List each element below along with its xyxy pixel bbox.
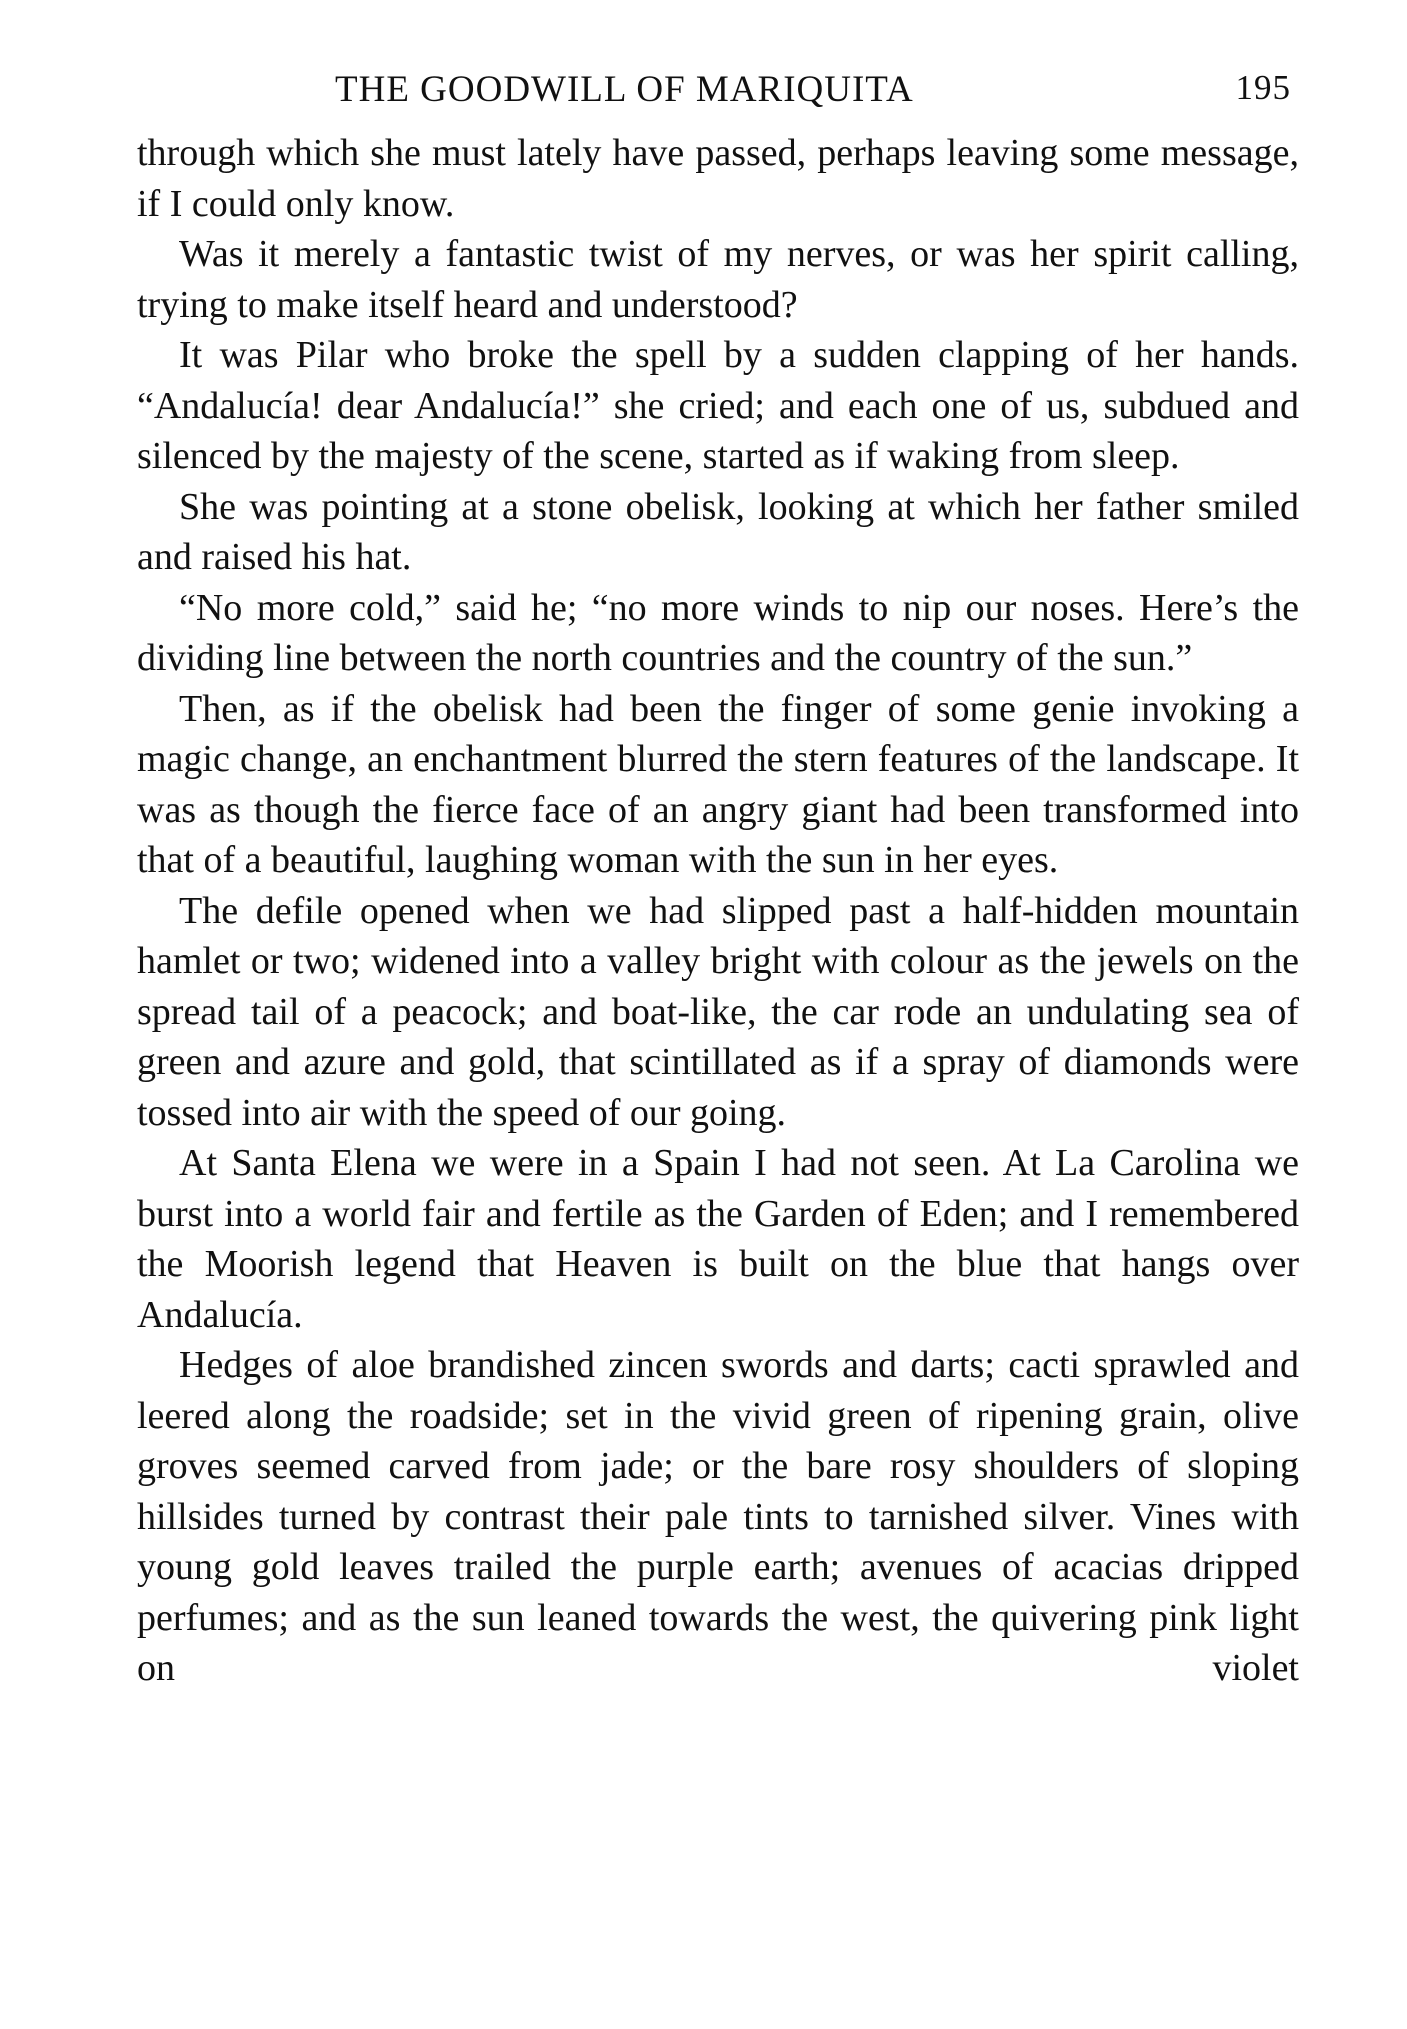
page-number: 195 [1235,68,1291,107]
book-page [137,62,1299,1694]
paragraph-6: Then, as if the obelisk had been the finger of some genie invoking a magic change, an enchantment blurred the stern features of the landscape. It was as though the fierce face of an angry giant had been transformed into that of a beautiful, laughing woman with the sun in her eyes. [137,687,1299,881]
paragraph-9: Hedges of aloe brandished zincen swords and darts; cacti sprawled and leered along the roadside; set in the vivid green of ripening grain, olive groves seemed carved from jade; or the bare rosy shoulders of sloping hillsides turned by contrast their pale tints to tarnished silver. Vines with young gold leaves trailed the purple earth; avenues of acacias dripped perfumes; and as the sun leaned towards the west, the quivering pink light on violet [137,1344,1299,1689]
paragraph-2: Was it merely a fantastic twist of my nerves, or was her spirit calling, trying to make itself heard and understood? [137,233,1299,326]
running-header [137,62,1299,128]
chapter-title: THE GOODWILL OF MARIQUITA [335,69,914,110]
body-text [137,128,1299,1694]
paragraph-5: “No more cold,” said he; “no more winds to nip our noses. Here’s the dividing line between the north countries and the country of the sun.” [137,586,1299,679]
paragraph-4: She was pointing at a stone obelisk, looking at which her father smiled and raised his hat. [137,485,1299,578]
paragraph-3: It was Pilar who broke the spell by a sudden clapping of her hands. “Andalucía! dear Andalucía!” she cried; and each one of us, subdued and silenced by the majesty of the scene, started as if waking from sleep. [137,334,1299,477]
paragraph-1: through which she must lately have passed, perhaps leaving some message, if I could only know. [137,132,1299,225]
paragraph-8: At Santa Elena we were in a Spain I had not seen. At La Carolina we burst into a world fair and fertile as the Garden of Eden; and I remembered the Moorish legend that Heaven is built on the blue that hangs over Andalucía. [137,1142,1299,1336]
paragraph-7: The defile opened when we had slipped past a half-hidden mountain hamlet or two; widened into a valley bright with colour as the jewels on the spread tail of a peacock; and boat-like, the car rode an undulating sea of green and azure and gold, that scintillated as if a spray of diamonds were tossed into air with the speed of our going. [137,889,1299,1134]
